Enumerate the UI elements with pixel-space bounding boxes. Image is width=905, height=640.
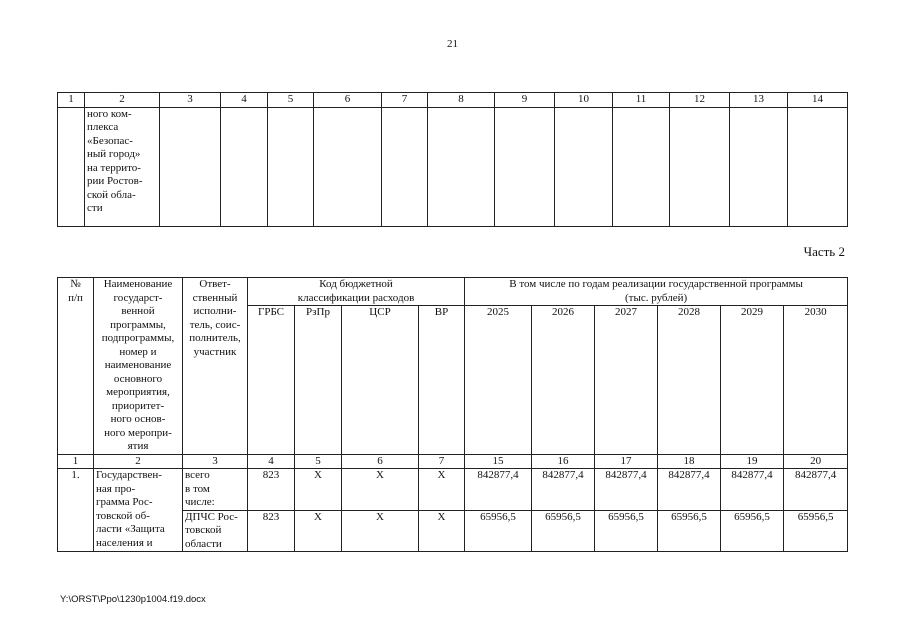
value-cell: 65956,5 bbox=[595, 510, 658, 552]
column-number: 7 bbox=[382, 93, 428, 108]
grbs-cell: 823 bbox=[248, 469, 295, 511]
column-number: 4 bbox=[248, 454, 295, 469]
table-cell bbox=[555, 107, 613, 226]
column-number: 5 bbox=[295, 454, 342, 469]
file-path-footer: Y:\ORST\Ppo\1230p1004.f19.docx bbox=[60, 594, 206, 605]
budget-table bbox=[57, 277, 848, 552]
header-rzpr: РзПр bbox=[295, 306, 342, 455]
column-number: 8 bbox=[428, 93, 495, 108]
column-number: 5 bbox=[268, 93, 314, 108]
part-label: Часть 2 bbox=[803, 244, 845, 259]
table-cell bbox=[788, 107, 848, 226]
column-number: 10 bbox=[555, 93, 613, 108]
value-cell: 842877,4 bbox=[784, 469, 848, 511]
table-cell bbox=[428, 107, 495, 226]
column-number: 18 bbox=[658, 454, 721, 469]
header-executor: Ответ- ственный исполни- тель, соис- полнитель, участник bbox=[183, 278, 248, 455]
header-year: 2028 bbox=[658, 306, 721, 455]
column-number: 14 bbox=[788, 93, 848, 108]
rzpr-cell: Х bbox=[295, 510, 342, 552]
value-cell: 842877,4 bbox=[658, 469, 721, 511]
column-number: 7 bbox=[419, 454, 465, 469]
column-number: 6 bbox=[314, 93, 382, 108]
executor-cell: всего в том числе: bbox=[183, 469, 248, 511]
value-cell: 65956,5 bbox=[465, 510, 532, 552]
column-number: 2 bbox=[85, 93, 160, 108]
grbs-cell: 823 bbox=[248, 510, 295, 552]
value-cell: 842877,4 bbox=[532, 469, 595, 511]
column-number: 1 bbox=[58, 454, 94, 469]
value-cell: 65956,5 bbox=[784, 510, 848, 552]
rzpr-cell: Х bbox=[295, 469, 342, 511]
value-cell: 65956,5 bbox=[721, 510, 784, 552]
column-number: 11 bbox=[613, 93, 670, 108]
executor-cell: ДПЧС Рос- товской области bbox=[183, 510, 248, 552]
header-name: Наименование государст- венной программы, подпрограммы, номер и наименование основного мероприятия, приоритет- ного основ- ного меропри- ятия bbox=[94, 278, 183, 455]
column-number: 15 bbox=[465, 454, 532, 469]
column-number: 13 bbox=[730, 93, 788, 108]
table-cell bbox=[268, 107, 314, 226]
column-number: 9 bbox=[495, 93, 555, 108]
column-number: 12 bbox=[670, 93, 730, 108]
header-year: 2025 bbox=[465, 306, 532, 455]
column-number: 3 bbox=[160, 93, 221, 108]
value-cell: 65956,5 bbox=[532, 510, 595, 552]
column-number: 4 bbox=[221, 93, 268, 108]
header-year: 2029 bbox=[721, 306, 784, 455]
column-number: 1 bbox=[58, 93, 85, 108]
header-year: 2030 bbox=[784, 306, 848, 455]
column-number-row bbox=[58, 454, 848, 469]
table-row bbox=[58, 469, 848, 511]
value-cell: 842877,4 bbox=[595, 469, 658, 511]
header-grbs: ГРБС bbox=[248, 306, 295, 455]
column-number: 17 bbox=[595, 454, 658, 469]
table-cell bbox=[730, 107, 788, 226]
value-cell: 65956,5 bbox=[658, 510, 721, 552]
csr-cell: Х bbox=[342, 510, 419, 552]
value-cell: 842877,4 bbox=[465, 469, 532, 511]
table-cell bbox=[58, 107, 85, 226]
table-cell bbox=[221, 107, 268, 226]
continuation-text: ного ком- плекса «Безопас- ный город» на террито- рии Ростов- ской обла- сти bbox=[85, 107, 160, 226]
table-header-row bbox=[58, 278, 848, 306]
table-cell bbox=[160, 107, 221, 226]
column-number: 19 bbox=[721, 454, 784, 469]
table-row bbox=[58, 107, 848, 226]
column-number: 16 bbox=[532, 454, 595, 469]
header-number: № п/п bbox=[58, 278, 94, 455]
table-header-row bbox=[58, 93, 848, 108]
row-number: 1. bbox=[58, 469, 94, 552]
continuation-table bbox=[57, 92, 848, 227]
header-budget-code: Код бюджетной классификации расходов bbox=[248, 278, 465, 306]
column-number: 2 bbox=[94, 454, 183, 469]
csr-cell: Х bbox=[342, 469, 419, 511]
vr-cell: Х bbox=[419, 510, 465, 552]
table-cell bbox=[314, 107, 382, 226]
table-cell bbox=[382, 107, 428, 226]
page-number: 21 bbox=[447, 38, 458, 50]
column-number: 6 bbox=[342, 454, 419, 469]
vr-cell: Х bbox=[419, 469, 465, 511]
column-number: 20 bbox=[784, 454, 848, 469]
table-cell bbox=[613, 107, 670, 226]
header-year: 2027 bbox=[595, 306, 658, 455]
value-cell: 842877,4 bbox=[721, 469, 784, 511]
header-years: В том числе по годам реализации государственной программы (тыс. рублей) bbox=[465, 278, 848, 306]
table-cell bbox=[670, 107, 730, 226]
header-year: 2026 bbox=[532, 306, 595, 455]
table-cell bbox=[495, 107, 555, 226]
column-number: 3 bbox=[183, 454, 248, 469]
header-csr: ЦСР bbox=[342, 306, 419, 455]
header-vr: ВР bbox=[419, 306, 465, 455]
program-name: Государствен- ная про- грамма Рос- товской об- ласти «Защита населения и bbox=[94, 469, 183, 552]
